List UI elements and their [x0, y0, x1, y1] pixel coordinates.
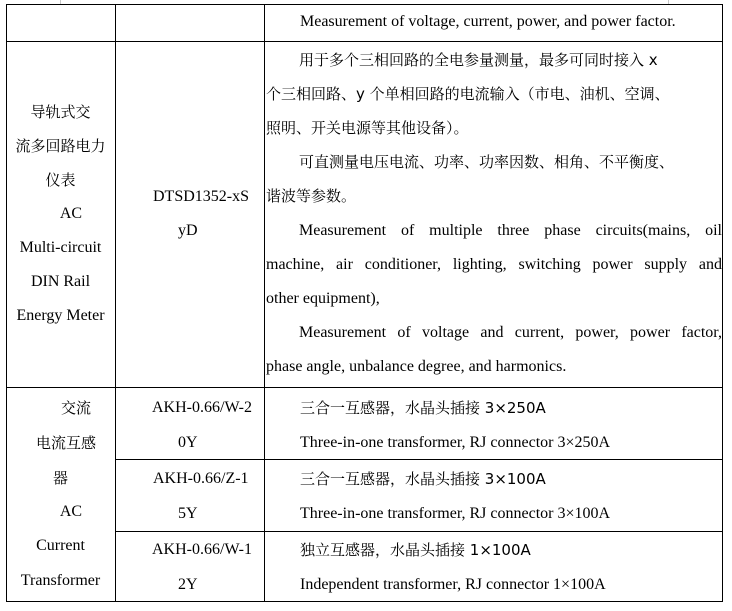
description-line: Measurement of multiple three phase circuits(mains, oil — [299, 222, 722, 239]
category-line: 流多回路电力 — [15, 137, 106, 155]
description-line: 谐波等参数。 — [266, 187, 357, 205]
model-number-line: AKH-0.66/Z-1 — [153, 470, 249, 487]
model-number-line: 2Y — [178, 576, 198, 593]
category-line: 电流互感 — [35, 434, 96, 452]
category-line: AC — [59, 503, 83, 520]
row-divider-2 — [6, 387, 723, 388]
description-line: machine, air conditioner, lighting, switching power supply and — [266, 256, 722, 273]
model-number-line: 5Y — [178, 505, 198, 522]
row-divider-1 — [6, 41, 723, 42]
category-line: DIN Rail — [30, 273, 91, 290]
model-number-line: 0Y — [178, 434, 198, 451]
category-line: AC — [59, 205, 83, 222]
description-line: 可直测量电压电流、功率、功率因数、相角、不平衡度、 — [299, 153, 675, 171]
description-line: 三合一互感器，水晶头插接 3×250A — [300, 399, 546, 417]
description-line: phase angle, unbalance degree, and harmonics. — [266, 358, 567, 375]
sub-row-divider-2 — [115, 531, 723, 532]
category-line: Energy Meter — [16, 307, 105, 324]
description-line: Three-in-one transformer, RJ connector 3×250A — [300, 434, 611, 451]
category-line: 器 — [52, 469, 68, 487]
description-line: 三合一互感器，水晶头插接 3×100A — [300, 470, 546, 488]
model-number-line: yD — [178, 222, 198, 239]
column-divider-2 — [264, 4, 265, 602]
description-line: 个三相回路、y 个单相回路的电流输入（市电、油机、空调、 — [266, 85, 670, 103]
description-line: Independent transformer, RJ connector 1×100A — [300, 576, 606, 593]
model-number-line: AKH-0.66/W-2 — [152, 399, 252, 416]
model-number-line: AKH-0.66/W-1 — [152, 541, 252, 558]
row0-description-line: Measurement of voltage, current, power, and power factor. — [300, 13, 676, 30]
category-line: Current — [36, 537, 85, 554]
category-line: Transformer — [20, 572, 101, 589]
description-line: 独立互感器，水晶头插接 1×100A — [300, 541, 531, 559]
category-line: Multi-circuit — [19, 239, 102, 256]
description-line: other equipment), — [266, 290, 380, 307]
category-line: 交流 — [60, 399, 91, 417]
description-line: Three-in-one transformer, RJ connector 3×100A — [300, 505, 611, 522]
category-line: 仪表 — [45, 171, 76, 189]
category-line: 导轨式交 — [30, 103, 91, 121]
description-line: 用于多个三相回路的全电参量测量，最多可同时接入 x — [299, 51, 658, 69]
model-number-line: DTSD1352-xS — [153, 188, 250, 205]
description-line: Measurement of voltage and current, power, power factor, — [299, 324, 722, 341]
description-line: 照明、开关电源等其他设备）。 — [266, 119, 469, 137]
